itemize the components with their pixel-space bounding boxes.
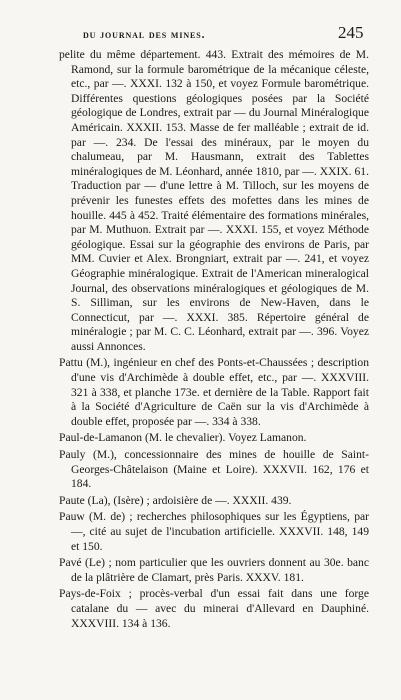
index-entries: [59, 48, 369, 633]
index-entry: Pauly (M.), concessionnaire des mines de houille de Saint-Georges-Châtelaison (Maine et Loire). XXXVII. 162, 176 et 184.: [59, 448, 369, 491]
index-entry: Pavé (Le) ; nom particulier que les ouvriers donnent au 30e. banc de la plâtrière de Clamart, près Paris. XXXV. 181.: [59, 556, 369, 584]
index-entry: Paul-de-Lamanon (M. le chevalier). Voyez Lamanon.: [59, 431, 307, 445]
index-entry: Pays-de-Foix ; procès-verbal d'un essai fait dans une forge catalane du — avec du minerai d'Allevard en Dauphiné. XXXVIII. 134 à 136.: [59, 587, 369, 630]
page-header: [0, 23, 401, 47]
page-number: 245: [338, 23, 364, 42]
index-entry: Pattu (M.), ingénieur en chef des Ponts-et-Chaussées ; description d'une vis d'Archimède à double effet, etc., par —. XXXVIII. 321 à 338, et planche 173e. et dernière de la Table. Rapport fait à la Société d'Agriculture de Caën sur la vis d'Archimède à double effet, proposée par —. 334 à 338.: [59, 356, 369, 428]
index-entry: Pauw (M. de) ; recherches philosophiques sur les Égyptiens, par —, cité au sujet de l'incubation artificielle. XXXVII. 148, 149 et 150.: [59, 510, 369, 553]
index-entry: pelite du même département. 443. Extrait des mémoires de M. Ramond, sur la formule barométrique de la mécanique céleste, etc., par —. XXXI. 132 à 150, et voyez Formule barométrique. Différentes questions géologiques posées par la Société géologique de Londres, extrait par — du Journal Minéralogique Américain. XXXII. 153. Masse de fer malléable ; extrait de id. par —. 234. De l'essai des minéraux, par le moyen du chalumeau, par M. Hausmann, extrait des Tablettes minéralogiques de M. Léonhard, année 1810, par —. XXIX. 61. Traduction par — d'une lettre à M. Tilloch, sur les moyens de prévenir les funestes effets des mofettes dans les mines de houille. 445 à 452. Traité élémentaire des formations minérales, par M. Muthuon. Extrait par —. XXXI. 155, et voyez Méthode géologique. Essai sur la géographie des environs de Paris, par MM. Cuvier et Alex. Brongniart, extrait par —. 241, et voyez Géographie minéralogique. Extrait de l'American mineralogical Journal, des observations minéralogiques et géologiques de M. S. Silliman, sur les environs de New-Haven, dans le Connecticut, par —. XXXI. 385. Répertoire général de minéralogie ; par M. C. C. Léonhard, extrait par —. 396. Voyez aussi Annonces.: [59, 48, 369, 353]
running-title: du journal des mines.: [83, 29, 206, 41]
index-entry: Paute (La), (Isère) ; ardoisière de —. XXXII. 439.: [59, 493, 292, 507]
